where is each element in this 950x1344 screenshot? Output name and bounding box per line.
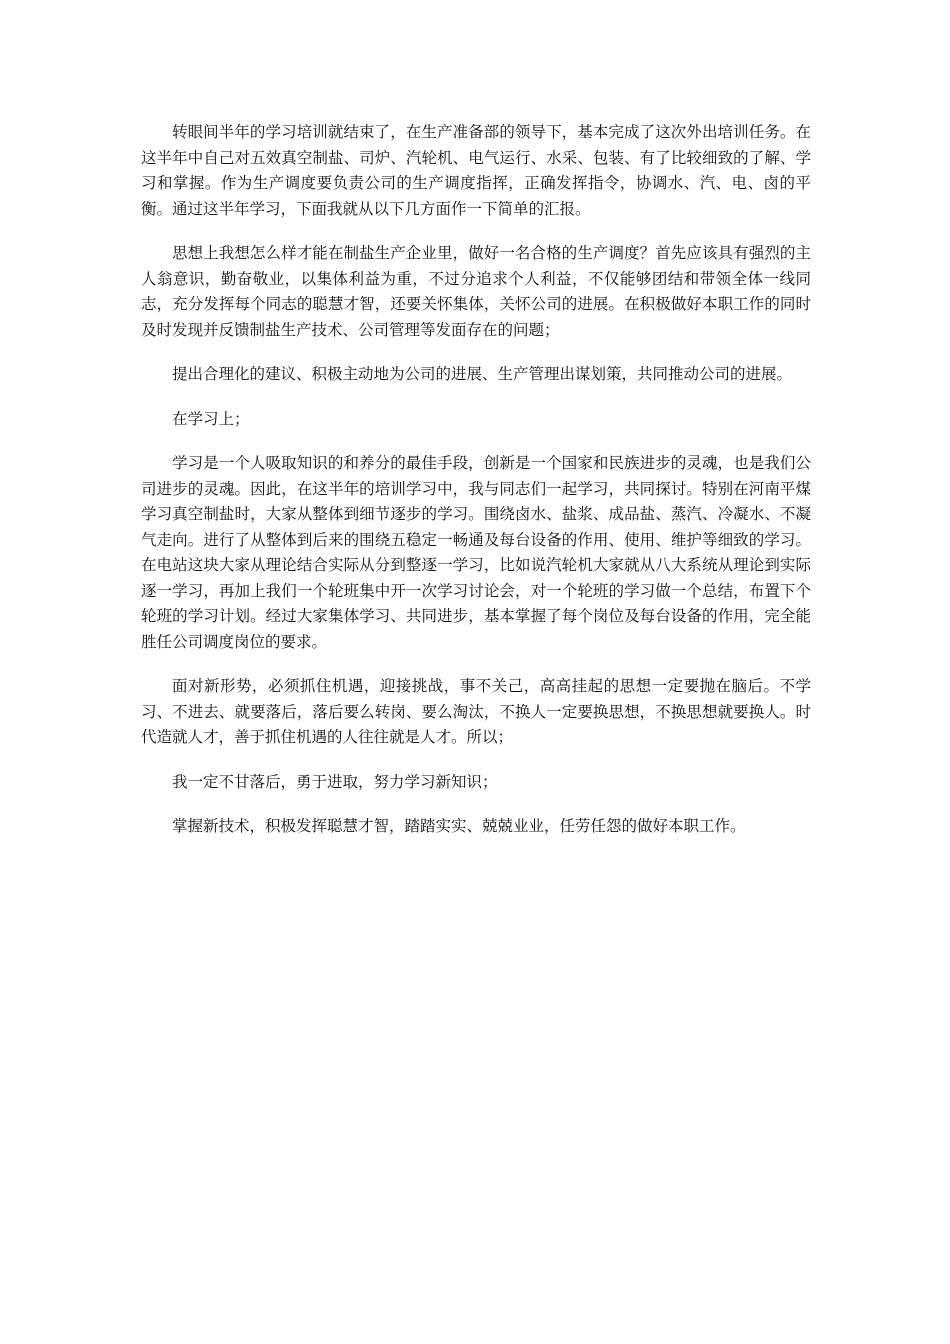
paragraph-1: 转眼间半年的学习培训就结束了，在生产准备部的领导下，基本完成了这次外出培训任务。在这半年中自己对五效真空制盐、司炉、汽轮机、电气运行、水采、包装、有了比较细致的了解、学习和掌握。作为生产调度要负责公司的生产调度指挥，正确发挥指令，协调水、汽、电、卤的平衡。通过这半年学习，下面我就从以下几方面作一下简单的汇报。 [141, 123, 811, 218]
paragraph-3: 提出合理化的建议、积极主动地为公司的进展、生产管理出谋划策，共同推动公司的进展。 [172, 365, 793, 383]
paragraph-4: 在学习上； [172, 409, 250, 428]
paragraph-2: 思想上我想怎么样才能在制盐生产企业里，做好一名合格的生产调度？首先应该具有强烈的主人翁意识，勤奋敬业，以集体利益为重，不过分追求个人利益，不仅能够团结和带领全体一线同志，充分发挥每个同志的聪慧才智，还要关怀集体，关怀公司的进展。在积极做好本职工作的同时及时发现并反馈制盐生产技术、公司管理等发面存在的问题； [141, 244, 811, 339]
document-body [141, 120, 811, 859]
paragraph-5: 学习是一个人吸取知识的和养分的最佳手段，创新是一个国家和民族进步的灵魂，也是我们公司进步的灵魂。因此，在这半年的培训学习中，我与同志们一起学习，共同探讨。特别在河南平煤学习真空制盐时，大家从整体到细节逐步的学习。围绕卤水、盐浆、成品盐、蒸汽、冷凝水、不凝气走向。进行了从整体到后来的围绕五稳定一畅通及每台设备的作用、使用、维护等细致的学习。在电站这块大家从理论结合实际从分到整逐一学习，比如说汽轮机大家就从八大系统从理论到实际逐一学习，再加上我们一个轮班集中开一次学习讨论会，对一个轮班的学习做一个总结，布置下个轮班的学习计划。经过大家集体学习、共同进步，基本掌握了每个岗位及每台设备的作用，完全能胜任公司调度岗位的要求。 [141, 454, 811, 651]
paragraph-8: 掌握新技术，积极发挥聪慧才智，踏踏实实、兢兢业业，任劳任怨的做好本职工作。 [172, 817, 746, 835]
paragraph-7: 我一定不甘落后，勇于进取，努力学习新知识； [172, 772, 498, 791]
paragraph-6: 面对新形势，必须抓住机遇，迎接挑战，事不关己，高高挂起的思想一定要抛在脑后。不学习、不进去、就要落后，落后要么转岗、要么淘汰，不换人一定要换思想，不换思想就要换人。时代造就人才，善于抓住机遇的人往往就是人才。所以； [141, 677, 811, 746]
